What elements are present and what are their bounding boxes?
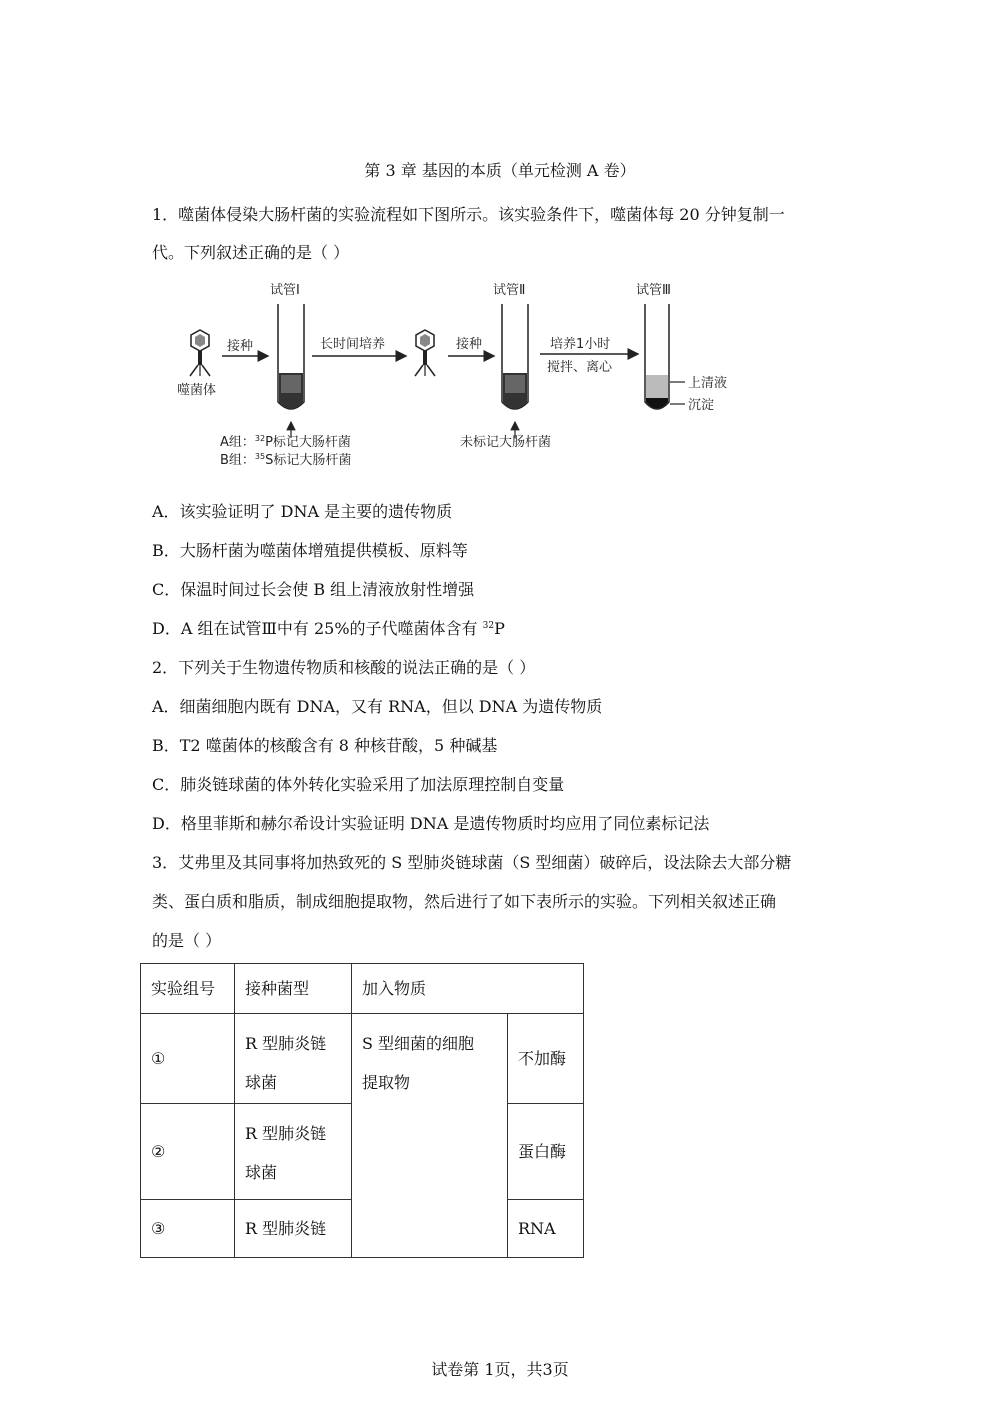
test-tube-2: [502, 304, 528, 409]
group-cell: ②: [141, 1104, 235, 1200]
strain-cell: R 型肺炎链 球菌: [235, 1014, 352, 1104]
q2-stem: 2．下列关于生物遗传物质和核酸的说法正确的是（ ）: [152, 658, 536, 677]
unlabeled-ecoli-label: 未标记大肠杆菌: [460, 435, 552, 450]
step-inoculate-2: 接种: [456, 337, 483, 352]
strain-cell: R 型肺炎链: [235, 1200, 352, 1258]
q1-stem-line2: 代。下列叙述正确的是（ ）: [152, 243, 350, 262]
q3-stem-line2: 类、蛋白质和脂质，制成细胞提取物，然后进行了如下表所示的实验。下列相关叙述正确: [152, 892, 777, 911]
step-culture-1h: 培养1小时: [550, 337, 611, 352]
q2-option-c: C．肺炎链球菌的体外转化实验采用了加法原理控制自变量: [152, 775, 565, 794]
enzyme-cell: 不加酶: [508, 1014, 584, 1104]
q2-option-b: B．T2 噬菌体的核酸含有 8 种核苷酸，5 种碱基: [152, 736, 498, 755]
step-long-culture: 长时间培养: [320, 337, 386, 352]
page-title: 第 3 章 基因的本质（单元检测 A 卷）: [364, 161, 636, 180]
group-cell: ③: [141, 1200, 235, 1258]
q1-option-d: D．A 组在试管Ⅲ中有 25%的子代噬菌体含有 $^{32}$P: [152, 619, 505, 638]
phage-label: 噬菌体: [177, 383, 217, 398]
table-header-cell: 实验组号: [141, 964, 235, 1014]
phage-icon: [415, 330, 435, 376]
enzyme-cell: RNA: [508, 1200, 584, 1258]
tube1-label: 试管Ⅰ: [270, 283, 300, 298]
table-header-row: [141, 964, 584, 1014]
phage-icon: [190, 330, 210, 376]
tube3-label: 试管Ⅲ: [636, 283, 671, 298]
q1-stem-line1: 1．噬菌体侵染大肠杆菌的实验流程如下图所示。该实验条件下，噬菌体每 20 分钟复制一: [152, 205, 785, 224]
table-row: [141, 1014, 584, 1104]
group-cell: ①: [141, 1014, 235, 1104]
enzyme-cell: 蛋白酶: [508, 1104, 584, 1200]
step-inoculate-1: 接种: [227, 339, 254, 354]
q3-stem-line1: 3．艾弗里及其同事将加热致死的 S 型肺炎链球菌（S 型细菌）破碎后，设法除去大部分糖: [152, 853, 792, 872]
q1-option-c: C．保温时间过长会使 B 组上清液放射性增强: [152, 580, 475, 599]
sediment-label: 沉淀: [688, 398, 715, 413]
phage-experiment-diagram: [160, 278, 800, 473]
step-stir-centrifuge: 搅拌、离心: [547, 360, 613, 375]
q2-option-a: A．细菌细胞内既有 DNA，又有 RNA，但以 DNA 为遗传物质: [152, 697, 603, 716]
strain-cell: R 型肺炎链 球菌: [235, 1104, 352, 1200]
table-header-cell: 接种菌型: [235, 964, 352, 1014]
table-header-cell: 加入物质: [352, 964, 584, 1014]
q2-option-d: D．格里菲斯和赫尔希设计实验证明 DNA 是遗传物质时均应用了同位素标记法: [152, 814, 710, 833]
test-tube-3: [645, 304, 669, 409]
q1-option-b: B．大肠杆菌为噬菌体增殖提供模板、原料等: [152, 541, 468, 560]
experiment-table: [140, 963, 584, 1258]
tube2-label: 试管Ⅱ: [493, 283, 526, 298]
page-footer: 试卷第 1页，共3页: [431, 1360, 569, 1379]
extract-cell: S 型细菌的细胞 提取物: [352, 1014, 508, 1258]
supernatant-label: 上清液: [688, 376, 728, 391]
groupB-label: B组：$^{35}$S标记大肠杆菌: [220, 452, 352, 468]
q1-option-a: A．该实验证明了 DNA 是主要的遗传物质: [152, 502, 453, 521]
groupA-label: A组：$^{32}$P标记大肠杆菌: [220, 434, 351, 450]
q3-stem-line3: 的是（ ）: [152, 931, 222, 950]
test-tube-1: [278, 304, 304, 409]
